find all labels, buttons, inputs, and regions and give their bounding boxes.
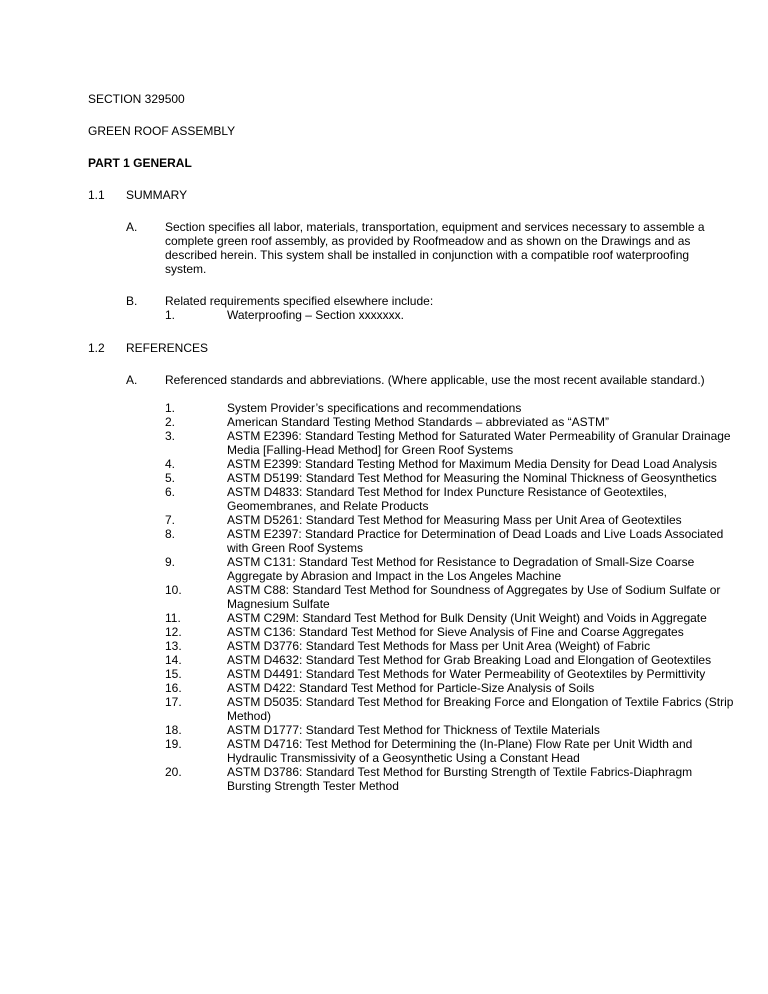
references-paragraph-a: Referenced standards and abbreviations. (Where applicable, use the most recent available standard.) <box>165 373 705 387</box>
related-requirements-list <box>165 308 735 322</box>
article-heading-summary: SUMMARY <box>126 188 188 202</box>
list-item <box>165 513 735 527</box>
list-item-text: ASTM D1777: Standard Test Method for Thickness of Textile Materials <box>227 723 600 737</box>
list-item-number: 7. <box>165 513 176 527</box>
list-item-text: ASTM D3786: Standard Test Method for Bursting Strength of Textile Fabrics-Diaphragm Bursting Strength Tester Method <box>227 765 693 793</box>
list-item-text: ASTM E2399: Standard Testing Method for Maximum Media Density for Dead Load Analysis <box>227 457 718 471</box>
list-item-text: ASTM D5261: Standard Test Method for Measuring Mass per Unit Area of Geotextiles <box>227 513 682 527</box>
paragraph-letter-a-references: A. <box>126 373 138 387</box>
list-item-number: 3. <box>165 429 176 443</box>
list-item <box>165 308 735 322</box>
list-item <box>165 625 735 639</box>
list-item-text: ASTM D422: Standard Test Method for Particle-Size Analysis of Soils <box>227 681 595 695</box>
list-item-text: System Provider’s specifications and recommendations <box>227 401 522 415</box>
article-number-1-2: 1.2 <box>88 341 105 355</box>
list-item-number: 12. <box>165 625 182 639</box>
list-item-number: 16. <box>165 681 182 695</box>
list-item <box>165 737 735 765</box>
list-item <box>165 611 735 625</box>
list-item-number: 8. <box>165 527 176 541</box>
article-heading-references: REFERENCES <box>126 341 209 355</box>
list-item <box>165 415 735 429</box>
list-item <box>165 429 735 457</box>
list-item <box>165 485 735 513</box>
list-item <box>165 583 735 611</box>
list-item-number: 15. <box>165 667 182 681</box>
summary-paragraph-b: Related requirements specified elsewhere include: <box>165 294 434 308</box>
section-title: GREEN ROOF ASSEMBLY <box>88 124 236 138</box>
article-number-1-1: 1.1 <box>88 188 105 202</box>
list-item <box>165 639 735 653</box>
list-item-number: 17. <box>165 695 182 709</box>
summary-paragraph-a: Section specifies all labor, materials, transportation, equipment and services necessary to assemble a complete green roof assembly, as provided by Roofmeadow and as shown on the Drawings and as described herein. This system shall be installed in conjunction with a compatible roof waterproofing system. <box>165 220 705 276</box>
list-item-number: 13. <box>165 639 182 653</box>
list-item-text: ASTM C29M: Standard Test Method for Bulk Density (Unit Weight) and Voids in Aggregate <box>227 611 707 625</box>
list-item-text: Waterproofing – Section xxxxxxx. <box>227 308 404 322</box>
list-item-text: ASTM C88: Standard Test Method for Soundness of Aggregates by Use of Sodium Sulfate or Magnesium Sulfate <box>227 583 721 611</box>
list-item <box>165 401 735 415</box>
paragraph-letter-b: B. <box>126 294 138 308</box>
paragraph-letter-a: A. <box>126 220 138 234</box>
list-item-number: 20. <box>165 765 182 779</box>
list-item-number: 11. <box>165 611 181 625</box>
list-item-number: 6. <box>165 485 176 499</box>
list-item-text: ASTM E2396: Standard Testing Method for Saturated Water Permeability of Granular Drainage Media [Falling-Head Method] for Green Roof Systems <box>227 429 731 457</box>
list-item <box>165 555 735 583</box>
list-item-number: 10. <box>165 583 182 597</box>
part-heading: PART 1 GENERAL <box>88 156 192 170</box>
section-number: SECTION 329500 <box>88 92 185 106</box>
list-item <box>165 471 735 485</box>
list-item-text: ASTM D5199: Standard Test Method for Measuring the Nominal Thickness of Geosynthetics <box>227 471 717 485</box>
list-item-number: 18. <box>165 723 182 737</box>
list-item-text: ASTM D3776: Standard Test Methods for Mass per Unit Area (Weight) of Fabric <box>227 639 651 653</box>
list-item-text: ASTM D4716: Test Method for Determining the (In-Plane) Flow Rate per Unit Width and Hydraulic Transmissivity of a Geosynthetic Using a Constant Head <box>227 737 693 765</box>
list-item <box>165 723 735 737</box>
list-item-number: 2. <box>165 415 176 429</box>
list-item-text: American Standard Testing Method Standards – abbreviated as “ASTM” <box>227 415 609 429</box>
list-item-number: 1. <box>165 308 176 322</box>
references-list <box>165 401 735 793</box>
list-item-text: ASTM D5035: Standard Test Method for Breaking Force and Elongation of Textile Fabrics (Strip Method) <box>227 695 734 723</box>
list-item-text: ASTM D4632: Standard Test Method for Grab Breaking Load and Elongation of Geotextiles <box>227 653 712 667</box>
list-item <box>165 527 735 555</box>
list-item-number: 1. <box>165 401 176 415</box>
list-item-text: ASTM C131: Standard Test Method for Resistance to Degradation of Small-Size Coarse Aggregate by Abrasion and Impact in the Los Angeles Machine <box>227 555 695 583</box>
list-item <box>165 765 735 793</box>
list-item-number: 9. <box>165 555 176 569</box>
list-item <box>165 457 735 471</box>
list-item-number: 14. <box>165 653 182 667</box>
list-item-text: ASTM D4491: Standard Test Methods for Water Permeability of Geotextiles by Permittivity <box>227 667 706 681</box>
list-item-text: ASTM D4833: Standard Test Method for Index Puncture Resistance of Geotextiles, Geomembranes, and Relate Products <box>227 485 668 513</box>
list-item-number: 19. <box>165 737 182 751</box>
list-item-text: ASTM C136: Standard Test Method for Sieve Analysis of Fine and Coarse Aggregates <box>227 625 684 639</box>
list-item-number: 4. <box>165 457 176 471</box>
list-item <box>165 695 735 723</box>
list-item-text: ASTM E2397: Standard Practice for Determination of Dead Loads and Live Loads Associated with Green Roof Systems <box>227 527 724 555</box>
list-item <box>165 667 735 681</box>
list-item <box>165 653 735 667</box>
list-item-number: 5. <box>165 471 176 485</box>
list-item <box>165 681 735 695</box>
